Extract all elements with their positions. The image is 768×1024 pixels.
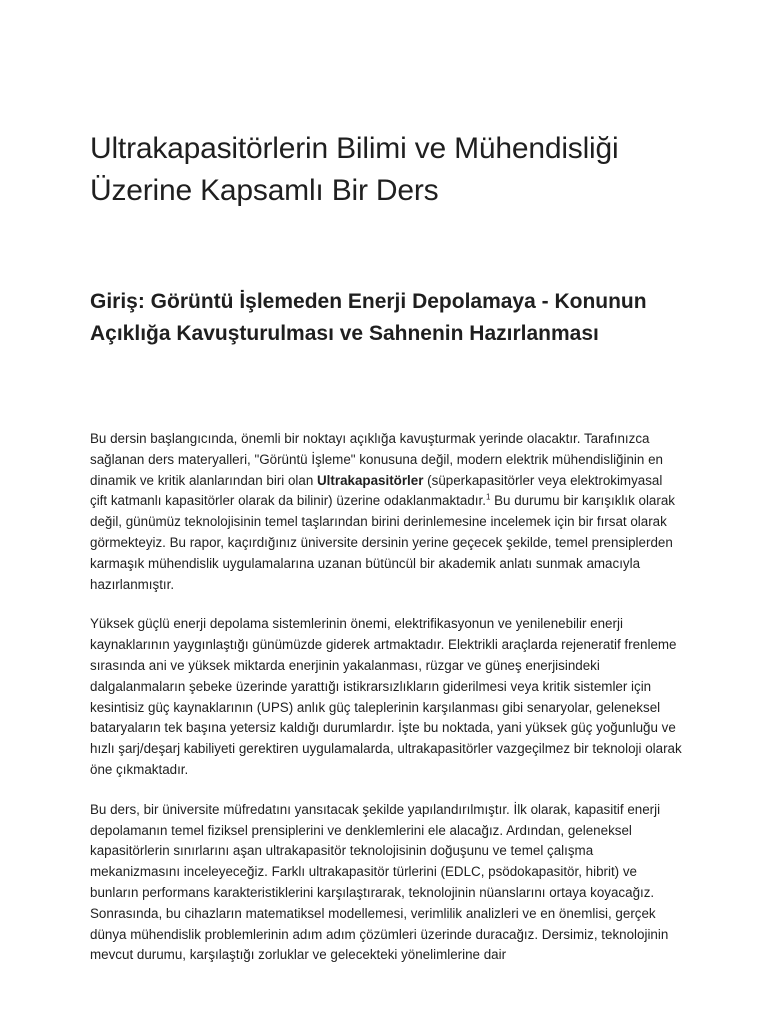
paragraph-structure: Bu ders, bir üniversite müfredatını yansıtacak şekilde yapılandırılmıştır. İlk olarak, kapasitif enerji depolamanın temel fiziksel prensiplerini ve denklemlerini ele alacağız. Ardından, geleneksel kapasitörlerin sınırlarını aşan ultrakapasitör teknolojisinin doğuşunu ve temel çalışma mekanizmasını inceleyeceğiz. Farklı ultrakapasitör türlerini (EDLC, psödokapasitör, hibrit) ve bunların performans karakteristiklerini karşılaştırarak, teknolojinin nüanslarını ortaya koyacağız. Sonrasında, bu cihazların matematiksel modellemesi, verimlilik analizleri ve en önemlisi, gerçek dünya mühendislik problemlerinin adım adım çözümleri üzerinde duracağız. Dersimiz, teknolojinin mevcut durumu, karşılaştığı zorluklar ve gelecekteki yönelimlerine dair <box>90 801 669 963</box>
paragraph-importance: Yüksek güçlü enerji depolama sistemlerinin önemi, elektrifikasyonun ve yenilenebilir enerji kaynaklarının yaygınlaştığı günümüzde giderek artmaktadır. Elektrikli araçlarda rejeneratif frenleme sırasında ani ve yüksek miktarda enerjinin yakalanması, rüzgar ve güneş enerjisindeki dalgalanmaların şebeke üzerinde yarattığı istikrarsızlıkların giderilmesi veya kritik sistemler için kesintisiz güç kaynaklarının (UPS) anlık güç taleplerinin karşılanması gibi senaryolar, geleneksel bataryaların tek başına yetersiz kaldığı durumlardır. İşte bu noktada, yani yüksek güç yoğunluğu ve hızlı şarj/deşarj kabiliyeti gerektiren uygulamalarda, ultrakapasitörler vazgeçilmez bir teknoloji olarak öne çıkmaktadır. <box>90 616 682 777</box>
body-text <box>90 429 682 985</box>
paragraph-intro-bold-term: Ultrakapasitörler <box>317 472 424 488</box>
paragraph-intro <box>90 429 682 595</box>
paragraph-intro-part3: Bu durumu bir karışıklık olarak değil, günümüz teknolojisinin temel taşlarından birini derinlemesine incelemek için bir fırsat olarak görmekteyiz. Bu rapor, kaçırdığınız üniversite dersinin yerine geçecek şekilde, temel prensiplerden karmaşık mühendislik uygulamalarına uzanan bütüncül bir akademik anlatı sunmak amacıyla hazırlanmıştır. <box>90 493 675 592</box>
paragraph-intro-part1: Bu dersin başlangıcında, önemli bir noktayı açıklığa kavuşturmak yerinde olacaktır. Tarafınızca sağlanan ders materyalleri, "Görüntü İşleme" konusuna değil, modern elektrik mühendisliğinin en dinamik ve kritik alanlarından biri olan <box>90 431 663 488</box>
document-title: Ultrakapasitörlerin Bilimi ve Mühendisliği Üzerine Kapsamlı Bir Ders <box>90 132 619 207</box>
paragraph-intro-part2: (süperkapasitörler veya elektrokimyasal çift katmanlı kapasitörler olarak da bilinir) üzerine odaklanmaktadır. <box>90 472 663 509</box>
footnote-marker[interactable]: 1 <box>485 492 491 502</box>
section-heading: Giriş: Görüntü İşlemeden Enerji Depolamaya - Konunun Açıklığa Kavuşturulması ve Sahnenin Hazırlanması <box>90 290 647 345</box>
